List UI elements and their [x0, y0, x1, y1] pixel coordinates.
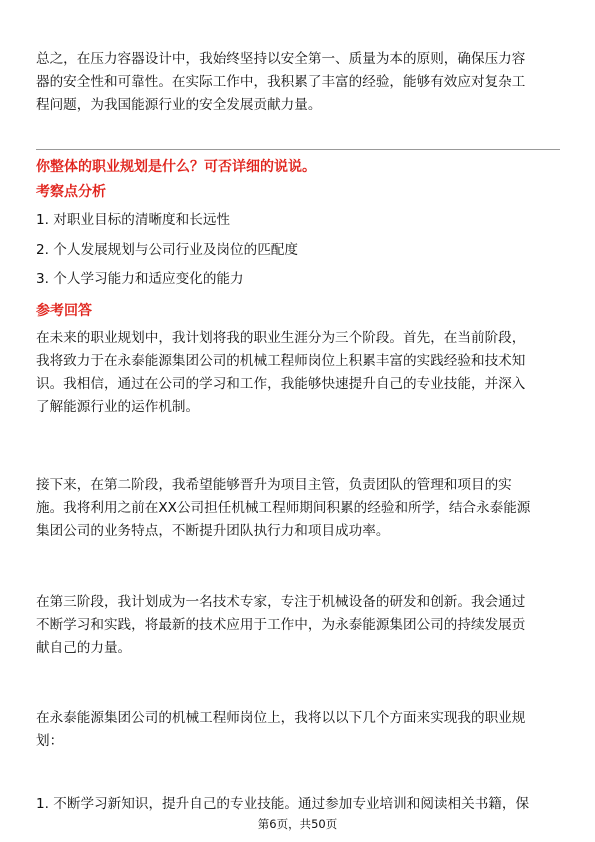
question-heading: 你整体的职业规划是什么？可否详细的说说。 — [36, 159, 316, 175]
analysis-item: 1. 对职业目标的清晰度和长远性 — [36, 212, 231, 228]
answer-paragraph — [36, 707, 560, 753]
answer-line: 我将致力于在永泰能源集团公司的机械工程师岗位上积累丰富的实践经验和技术知 — [36, 353, 526, 369]
analysis-title: 考察点分析 — [36, 184, 106, 200]
intro-paragraph — [36, 48, 560, 117]
answer-line: 集团公司的业务特点，不断提升团队执行力和项目成功率。 — [36, 523, 390, 539]
answer-line: 在永泰能源集团公司的机械工程师岗位上，我将以以下几个方面来实现我的职业规 — [36, 710, 526, 726]
answer-line: 献自己的力量。 — [36, 640, 132, 656]
answer-line: 1. 不断学习新知识，提升自己的专业技能。通过参加专业培训和阅读相关书籍，保 — [36, 796, 530, 812]
answer-line: 在未来的职业规划中，我计划将我的职业生涯分为三个阶段。首先，在当前阶段， — [36, 330, 526, 346]
answer-paragraph — [36, 327, 560, 419]
intro-line: 总之，在压力容器设计中，我始终坚持以安全第一、质量为本的原则，确保压力容 — [36, 51, 526, 67]
answer-line: 在第三阶段，我计划成为一名技术专家，专注于机械设备的研发和创新。我会通过 — [36, 594, 526, 610]
answer-line: 不断学习和实践，将最新的技术应用于工作中，为永泰能源集团公司的持续发展贡 — [36, 617, 526, 633]
answer-line: 接下来，在第二阶段，我希望能够晋升为项目主管，负责团队的管理和项目的实 — [36, 477, 512, 493]
answer-line: 划： — [36, 733, 64, 749]
answer-line: 了解能源行业的运作机制。 — [36, 399, 200, 415]
analysis-item: 3. 个人学习能力和适应变化的能力 — [36, 271, 244, 287]
page-number: 第6页，共50页 — [257, 817, 338, 831]
answer-title: 参考回答 — [36, 303, 92, 319]
answer-paragraph — [36, 793, 560, 816]
answer-line: 施。我将利用之前在XX公司担任机械工程师期间积累的经验和所学，结合永泰能源 — [36, 500, 531, 516]
analysis-item: 2. 个人发展规划与公司行业及岗位的匹配度 — [36, 242, 298, 258]
answer-paragraph — [36, 591, 560, 660]
intro-line: 程问题，为我国能源行业的安全发展贡献力量。 — [36, 97, 322, 113]
intro-line: 器的安全性和可靠性。在实际工作中，我积累了丰富的经验，能够有效应对复杂工 — [36, 74, 526, 90]
section-divider — [36, 149, 560, 150]
answer-paragraph — [36, 474, 560, 543]
answer-line: 识。我相信，通过在公司的学习和工作，我能够快速提升自己的专业技能，并深入 — [36, 376, 526, 392]
